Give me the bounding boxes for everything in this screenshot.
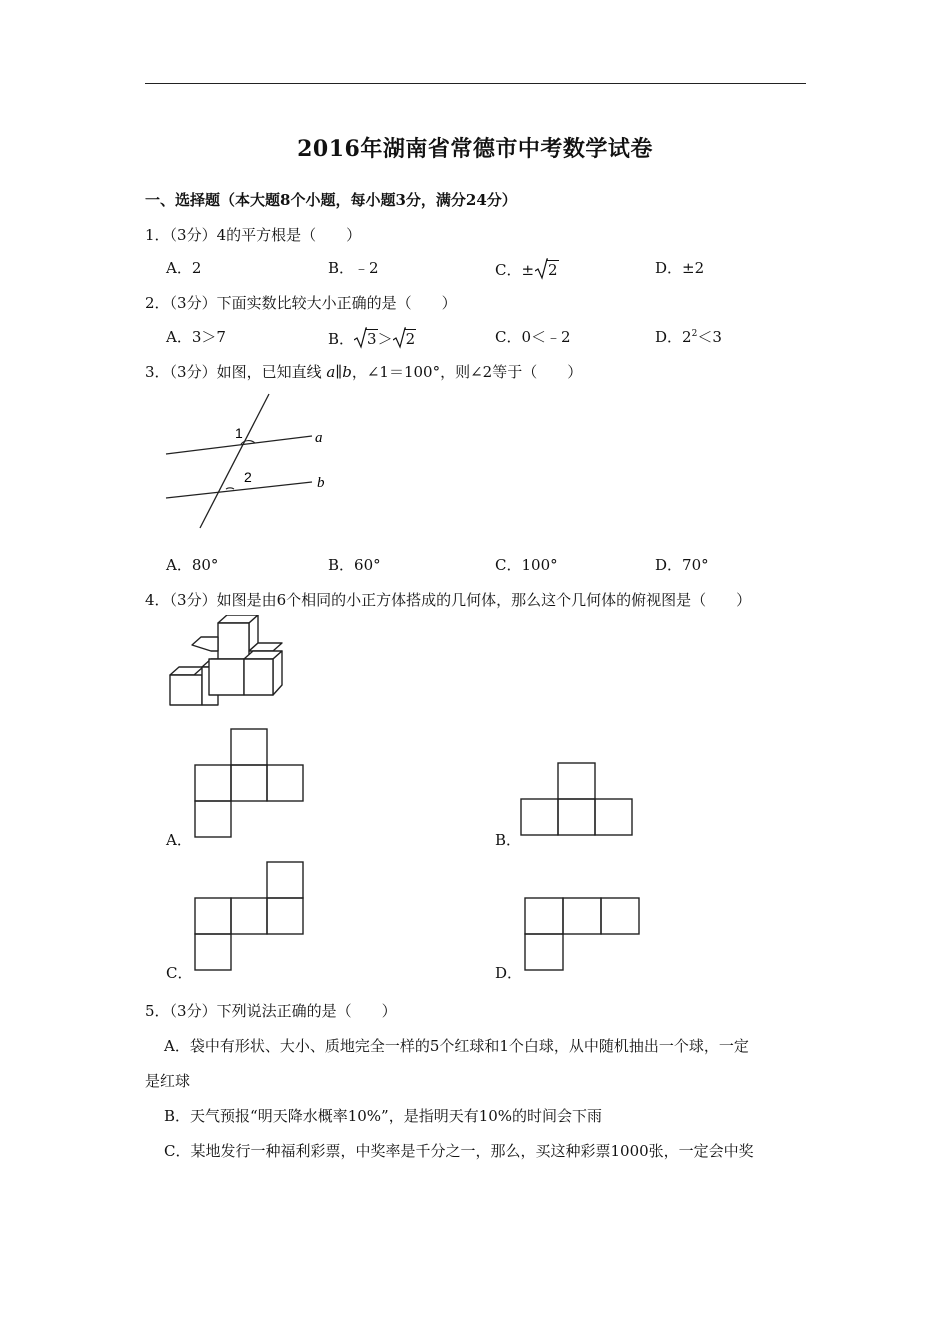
grid-cell: [521, 799, 558, 835]
grid-cell: [558, 763, 595, 799]
section-heading: 一、选择题（本大题8个小题，每小题3分，满分24分）: [145, 191, 517, 209]
left-back-cube-top: [192, 637, 218, 651]
q4-option-c-view: [190, 860, 305, 972]
q3-stem-start: 3．（3分）如图，已知直线: [145, 363, 327, 381]
q2-option-d: [655, 327, 722, 347]
line-b-label: b: [317, 475, 325, 491]
line-a-label: a: [315, 430, 323, 446]
right-cube-face-front: [244, 659, 273, 695]
grid-cell: [563, 898, 601, 934]
middle-cube-face-front: [209, 659, 244, 695]
q3-option-a: A．80°: [166, 556, 219, 574]
q2-option-b: [328, 327, 416, 349]
left-cube-face-front: [170, 675, 202, 705]
header-rule: [145, 83, 806, 84]
top-cube-face-front: [218, 623, 249, 659]
grid-cell: [267, 898, 303, 934]
grid-cell: [195, 765, 231, 801]
grid-cell: [195, 934, 231, 970]
q3-option-d: D．70°: [655, 556, 709, 574]
angle-1-label: 1: [235, 425, 243, 441]
q1-option-b: B．﹣2: [328, 259, 379, 277]
sqrt-sign-icon: [393, 327, 406, 349]
q3-var-a: a: [326, 363, 336, 381]
question-4-stem: 4．（3分）如图是由6个相同的小正方体搭成的几何体，那么这个几何体的俯视图是（ ）: [145, 591, 752, 609]
q3-var-b: b: [342, 363, 352, 381]
line-b: [166, 482, 312, 498]
q1-option-c-prefix: C．±: [495, 261, 535, 279]
grid-cell: [267, 765, 303, 801]
q1-option-c-radicand: 2: [548, 261, 558, 279]
left-cube-face-top: [170, 667, 203, 675]
q3-option-b: B．60°: [328, 556, 381, 574]
q5-option-c: C．某地发行一种福利彩票，中奖率是千分之一，那么，买这种彩票1000张，一定会中奖: [164, 1142, 754, 1160]
grid-cell: [195, 801, 231, 837]
angle-2-label: 2: [244, 469, 252, 485]
grid-cell: [558, 799, 595, 835]
q3-stem-end: ，∠1＝100°，则∠2等于（ ）: [351, 363, 583, 381]
grid-cell: [525, 934, 563, 970]
grid-cell: [231, 729, 267, 765]
q2-option-d-base: D．2: [655, 328, 692, 346]
q2-option-b-radicand-1: 3: [367, 330, 377, 348]
q3-option-c: C．100°: [495, 556, 558, 574]
q2-option-d-exponent: 2: [691, 329, 698, 339]
q2-option-b-prefix: B．: [328, 330, 355, 348]
grid-cell: [267, 862, 303, 898]
q5-option-a-line-1: A．袋中有形状、大小、质地完全一样的5个红球和1个白球，从中随机抽出一个球，一定: [164, 1037, 749, 1055]
question-2-stem: 2．（3分）下面实数比较大小正确的是（ ）: [145, 294, 457, 312]
q5-option-a-line-2: 是红球: [145, 1072, 191, 1090]
grid-cell: [231, 898, 267, 934]
grid-cell: [601, 898, 639, 934]
q4-option-b-view: [518, 761, 634, 839]
q2-option-d-suffix: ＜3: [697, 328, 722, 346]
grid-cell: [231, 765, 267, 801]
q4-option-b-label: B．: [495, 831, 522, 849]
q2-option-c: C．0＜﹣2: [495, 328, 571, 346]
grid-cell: [595, 799, 632, 835]
q1-option-c: [495, 258, 559, 280]
question-3-stem: [145, 362, 582, 382]
question-5-stem: 5．（3分）下列说法正确的是（ ）: [145, 1002, 397, 1020]
angle-2-arc: [226, 488, 234, 489]
q5-option-b: B．天气预报“明天降水概率10%”，是指明天有10%的时间会下雨: [164, 1107, 603, 1125]
q4-option-d-view: [520, 895, 644, 973]
question-1-stem: 1．（3分）4的平方根是（ ）: [145, 226, 362, 244]
q2-option-a: A．3＞7: [166, 328, 226, 346]
page-title: 2016年湖南省常德市中考数学试卷: [297, 136, 653, 162]
cube-stack-figure: [160, 615, 295, 715]
grid-cell: [525, 898, 563, 934]
q4-option-d-label: D．: [495, 964, 523, 982]
grid-cell: [195, 898, 231, 934]
q3-parallel-sign: ∥: [335, 363, 343, 381]
q2-option-b-greater-than: ＞: [377, 330, 393, 348]
q4-option-a-view: [190, 727, 305, 839]
q4-option-c-label: C．: [166, 964, 193, 982]
q1-option-a: A．2: [166, 259, 202, 277]
q4-option-a-label: A．: [166, 831, 192, 849]
parallel-lines-figure: [160, 390, 345, 530]
right-cube-face-side: [273, 651, 282, 695]
transversal-line: [200, 394, 269, 528]
q2-option-b-radicand-2: 2: [405, 330, 416, 348]
q1-option-d: D．±2: [655, 259, 705, 277]
